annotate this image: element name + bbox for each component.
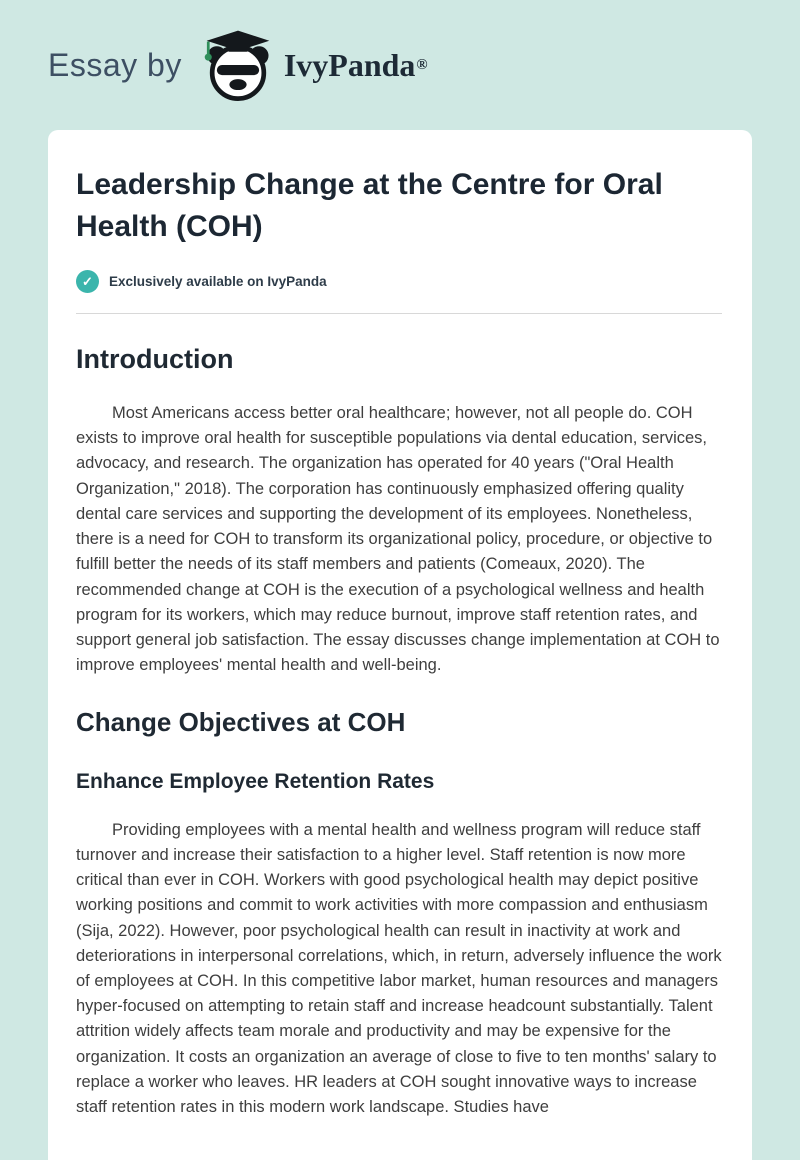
site-header — [0, 0, 800, 130]
introduction-heading: Introduction — [76, 344, 234, 374]
registered-mark: ® — [416, 56, 428, 73]
availability-badge-label: Exclusively available on IvyPanda — [109, 274, 327, 289]
page-title: Leadership Change at the Centre for Oral Health (COH) — [76, 168, 663, 243]
change-objectives-heading: Change Objectives at COH — [76, 706, 406, 737]
essay-by-label: Essay by — [48, 46, 182, 83]
essay-card — [48, 130, 752, 1160]
check-icon: ✓ — [76, 270, 99, 293]
retention-rates-heading: Enhance Employee Retention Rates — [76, 769, 435, 793]
panda-graduate-icon — [198, 29, 278, 101]
introduction-paragraph: Most Americans access better oral healthcare; however, not all people do. COH exists to improve oral health for susceptible populations via dental education, services, advocacy, and research. The organization has operated for 40 years ("Oral Health Organization," 2018). The corporation has continuously emphasized offering quality dental care services and supporting the development of its employees. Nonetheless, there is a need for COH to transform its organizational policy, procedure, or objective to fulfill better the needs of its staff members and patients (Comeaux, 2020). The recommended change at COH is the execution of a psychological wellness and health program for its workers, which may reduce burnout, improve staff retention rates, and support general job satisfaction. The essay discusses change implementation at COH to improve employees' mental health and well-being. — [76, 404, 720, 675]
availability-badge — [76, 270, 722, 293]
brand-name: IvyPanda — [283, 46, 416, 83]
divider — [76, 313, 722, 314]
ivypanda-logo[interactable] — [198, 29, 428, 101]
retention-rates-paragraph: Providing employees with a mental health and wellness program will reduce staff turnover and increase their satisfaction to a higher level. Staff retention is now more critical than ever in COH. Workers with good psychological health may depict positive working positions and commit to work activities with more compassion and enthusiasm (Sija, 2022). However, poor psychological health can result in inactivity at work and deteriorations in interpersonal correlations, which, in return, adversely influence the work of employees at COH. In this competitive labor market, human resources and managers hyper-focused on attempting to retain staff and increase headcount substantially. Talent attrition widely affects team morale and productivity and may be expensive for the organization. It costs an organization an average of close to five to ten months' salary to replace a worker who leaves. HR leaders at COH sought innovative ways to increase staff retention rates in this modern work landscape. Studies have — [76, 820, 722, 1117]
